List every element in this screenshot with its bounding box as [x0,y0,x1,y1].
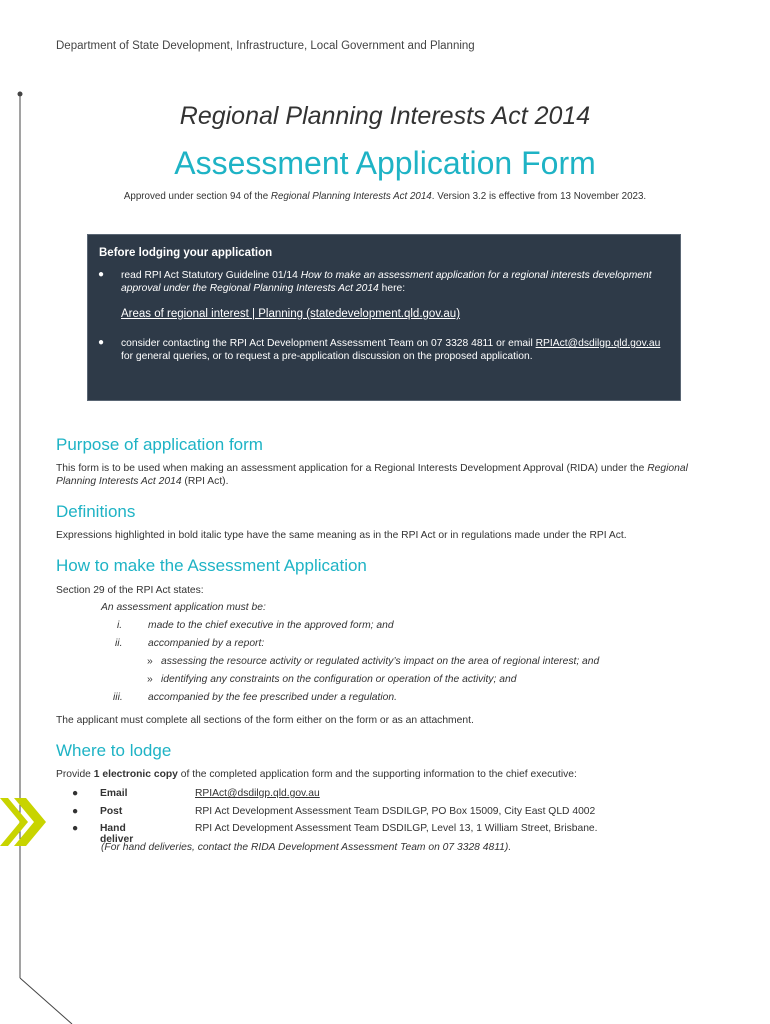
definitions-text: Expressions highlighted in bold italic type have the same meaning as in the RPI Act or in regulations made under the RPI Act. [56,530,627,541]
how-to-intro: Section 29 of the RPI Act states: [56,585,204,596]
quote-lead: An assessment application must be: [101,602,266,613]
how-to-heading: How to make the Assessment Application [56,556,367,575]
list-item: assessing the resource activity or regulated activity’s impact on the area of regional interest; and [161,656,600,667]
definitions-heading: Definitions [56,502,136,521]
act-title: Regional Planning Interests Act 2014 [179,102,591,130]
before-lodging-box [87,234,681,401]
list-item: accompanied by the fee prescribed under a regulation. [148,692,398,703]
lodge-heading: Where to lodge [56,741,172,760]
purpose-text: This form is to be used when making an assessment application for a Regional Interests Development Approval (RIDA) under the Regional Planning Interests Act 2014 (RPI Act). [56,463,688,487]
list-item: made to the chief executive in the approved form; and [148,620,394,631]
list-num: ii. [115,638,123,649]
department-header: Department of State Development, Infrastructure, Local Government and Planning [56,40,475,52]
chevron-icon [0,798,46,846]
form-title: Assessment Application Form [174,145,596,181]
how-to-closing: The applicant must complete all sections of the form either on the form or as an attachment. [56,715,474,726]
list-item: identifying any constraints on the configuration or operation of the activity; and [161,674,517,685]
bullet-icon: ● [72,823,79,834]
guideline-item: read RPI Act Statutory Guideline 01/14 How to make an assessment application for a regional interests development approval under the Regional Planning Interests Act 2014 here: [121,270,652,294]
lodge-intro: Provide 1 electronic copy of the completed application form and the supporting information to the chief executive: [56,769,577,780]
list-num: iii. [113,692,123,703]
before-lodging-heading: Before lodging your application [99,247,273,259]
bullet-icon: ● [72,788,79,799]
bullet-icon: ● [72,806,79,817]
contact-item: consider contacting the RPI Act Development Assessment Team on 07 3328 4811 or email RPIAct@dsdilgp.qld.gov.au for general queries, or to request a pre-application discussion on the proposed application. [121,338,661,362]
lodge-note: (For hand deliveries, contact the RIDA Development Assessment Team on 07 3328 4811). [101,842,512,853]
list-num: » [147,674,153,685]
list-item: accompanied by a report: [148,638,265,649]
contact-email-link[interactable]: RPIAct@dsdilgp.qld.gov.au [535,338,661,349]
bullet-icon: ● [98,337,105,348]
lodge-email-link[interactable]: RPIAct@dsdilgp.qld.gov.au [195,788,320,799]
guideline-link-row [121,308,673,321]
bullet-icon: ● [98,269,105,280]
purpose-heading: Purpose of application form [56,435,263,454]
guideline-link[interactable]: Areas of regional interest | Planning (statedevelopment.qld.gov.au) [121,308,461,320]
list-num: i. [117,620,123,631]
approval-statement: Approved under section 94 of the Regional Planning Interests Act 2014. Version 3.2 is effective from 13 November 2023. [123,191,647,202]
list-num: » [147,656,153,667]
